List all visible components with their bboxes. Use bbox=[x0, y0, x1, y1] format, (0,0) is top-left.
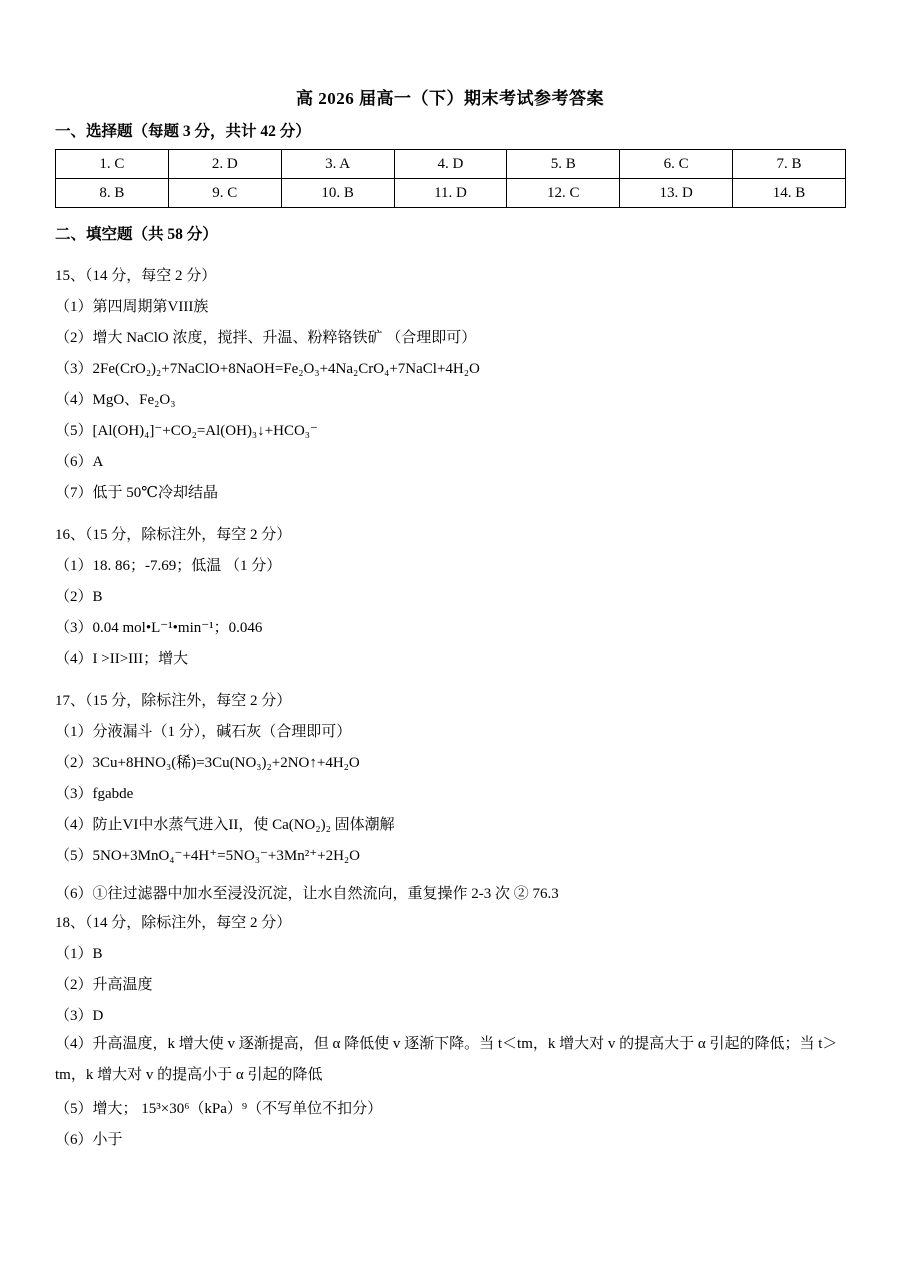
table-cell: 9. C bbox=[168, 179, 281, 208]
q16-answer-1: （1）18. 86；-7.69；低温 （1 分） bbox=[55, 558, 282, 574]
table-cell: 1. C bbox=[56, 150, 169, 179]
q18-answer-1: （1）B bbox=[55, 946, 103, 962]
q16-answer-2: （2）B bbox=[55, 589, 103, 605]
q18-answer-2: （2）升高温度 bbox=[55, 977, 153, 993]
q17-answer-4: （4）防止VI中水蒸气进入II，使 Ca(NO₂)₂ 固体潮解 bbox=[55, 817, 395, 833]
q18-answer-6: （6）小于 bbox=[55, 1132, 123, 1148]
table-cell: 10. B bbox=[281, 179, 394, 208]
page-title: 高 2026 届高一（下）期末考试参考答案 bbox=[296, 89, 604, 108]
question-16-header: 16、（15 分，除标注外，每空 2 分） bbox=[55, 527, 292, 543]
q16-answer-3: （3）0.04 mol•L⁻¹•min⁻¹；0.046 bbox=[55, 620, 263, 636]
q15-answer-2: （2）增大 NaClO 浓度，搅拌、升温、粉粹铬铁矿 （合理即可） bbox=[55, 330, 477, 346]
q15-answer-6: （6）A bbox=[55, 454, 104, 470]
section-heading-choice: 一、选择题（每题 3 分，共计 42 分） bbox=[55, 123, 311, 140]
question-15-header: 15、（14 分，每空 2 分） bbox=[55, 268, 217, 284]
table-cell: 11. D bbox=[394, 179, 507, 208]
table-cell: 7. B bbox=[733, 150, 846, 179]
table-cell: 4. D bbox=[394, 150, 507, 179]
table-cell: 12. C bbox=[507, 179, 620, 208]
q18-answer-3: （3）D bbox=[55, 1008, 104, 1024]
table-cell: 14. B bbox=[733, 179, 846, 208]
q15-answer-7: （7）低于 50℃冷却结晶 bbox=[55, 485, 219, 501]
section-heading-fill: 二、填空题（共 58 分） bbox=[55, 226, 218, 243]
q18-answer-4: （4）升高温度，k 增大使 v 逐渐提高，但 α 降低使 v 逐渐下降。当 t＜tm，k 增大对 v 的提高大于 α 引起的降低；当 t＞tm，k 增大对 v 的提高小于 α 引起的降低 bbox=[55, 1036, 838, 1083]
table-cell: 6. C bbox=[620, 150, 733, 179]
q17-answer-2: （2）3Cu+8HNO₃(稀)=3Cu(NO₃)₂+2NO↑+4H₂O bbox=[55, 755, 360, 771]
table-cell: 3. A bbox=[281, 150, 394, 179]
table-cell: 13. D bbox=[620, 179, 733, 208]
question-17-header: 17、（15 分，除标注外，每空 2 分） bbox=[55, 693, 292, 709]
q17-answer-5: （5）5NO+3MnO₄⁻+4H⁺=5NO₃⁻+3Mn²⁺+2H₂O bbox=[55, 848, 360, 864]
q16-answer-4: （4）I >II>III；增大 bbox=[55, 651, 189, 667]
table-cell: 5. B bbox=[507, 150, 620, 179]
table-row bbox=[56, 150, 846, 179]
q15-answer-5: （5）[Al(OH)₄]⁻+CO₂=Al(OH)₃↓+HCO₃⁻ bbox=[55, 423, 318, 439]
table-row bbox=[56, 179, 846, 208]
q17-answer-3: （3）fgabde bbox=[55, 786, 134, 802]
answer-table bbox=[55, 149, 846, 208]
table-cell: 8. B bbox=[56, 179, 169, 208]
q17-answer-1: （1）分液漏斗（1 分），碱石灰（合理即可） bbox=[55, 724, 352, 740]
q15-answer-4: （4）MgO、Fe₂O₃ bbox=[55, 392, 176, 408]
question-18-header: 18、（14 分，除标注外，每空 2 分） bbox=[55, 915, 292, 931]
table-cell: 2. D bbox=[168, 150, 281, 179]
q15-answer-3: （3）2Fe(CrO₂)₂+7NaClO+8NaOH=Fe₂O₃+4Na₂CrO₄+7NaCl+4H₂O bbox=[55, 361, 480, 377]
q15-answer-1: （1）第四周期第VIII族 bbox=[55, 299, 209, 315]
q17-answer-6: （6）①往过滤器中加水至浸没沉淀，让水自然流向，重复操作 2-3 次 ② 76.3 bbox=[55, 886, 559, 902]
q18-answer-5: （5）增大； 15³×30⁶（kPa）⁹（不写单位不扣分） bbox=[55, 1101, 383, 1117]
